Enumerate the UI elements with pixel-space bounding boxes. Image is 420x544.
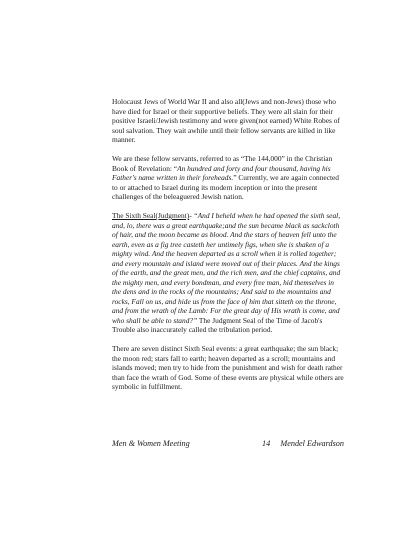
paragraph-seven-events <box>112 344 344 392</box>
paragraph-fellow-servants <box>112 154 344 202</box>
paragraph-text: There are seven distinct Sixth Seal events: a great earthquake; the sun black; the moon red; stars fall to earth; heaven departed as a scroll; mountains and islands moved; men try to hide from the punishment and wish for death rather than face the wrath of God. Some of these events are physical while others are symbolic in fulfillment. <box>112 344 344 391</box>
revelation-quote: An hundred and forty and four thousand, having his Father's name written in their foreheads. <box>112 163 331 182</box>
paragraph-text: We are these fellow servants, referred to as “The 144,000” in the Christian Book of Revelation: “ <box>112 154 333 173</box>
footer-title: Men & Women Meeting <box>112 439 190 448</box>
page-number: 14 <box>262 439 271 448</box>
sixth-seal-heading: The Sixth Seal(Judgment) <box>112 211 190 220</box>
paragraph-text: Holocaust Jews of World War II and also all(Jews and non-Jews) those who have died for Israel or their supportive beliefs. They were all slain for their positive Israeli/Jewish testimony and were given(not earned) White Robes of soul salvation. They wait awhile until their fellow servants are killed in like manner. <box>112 97 340 144</box>
sixth-seal-quote: “And I beheld when he had opened the sixth seal, and, lo, there was a great earthquake;and the sun became black as sackcloth of hair, and the moon became as blood. And the stars of heaven fell unto the earth, even as a fig tree casteth her untimely figs, when she is shaken of a mighty wind. And the heaven departed as a scroll when it is rolled together; and every mountain and island were moved out of their places. And the kings of the earth, and the great men, and the rich men, and the chief captains, and the mighty men, and every bondman, and every free man, hid themselves in the dens and in the rocks of the mountains; And said to the mountains and rocks, Fall on us, and hide us from the face of him that sitteth on the throne, and from the wrath of the Lamb: For the great day of His wrath is come, and who shall be able to stand?” <box>112 211 341 325</box>
footer-author: Mendel Edwardson <box>280 439 344 448</box>
heading-dash: - <box>189 211 194 220</box>
body-text <box>112 97 344 401</box>
paragraph-text: ” Currently, we are again connected to or attached to Israel during its modern inception or into the present challenges of the beleaguered Jewish nation. <box>112 173 339 201</box>
paragraph-text: The Judgment Seal of the Time of Jacob's Trouble also inaccurately called the tribulation period. <box>112 315 323 334</box>
paragraph-sixth-seal <box>112 211 344 335</box>
paragraph-holocaust <box>112 97 344 145</box>
